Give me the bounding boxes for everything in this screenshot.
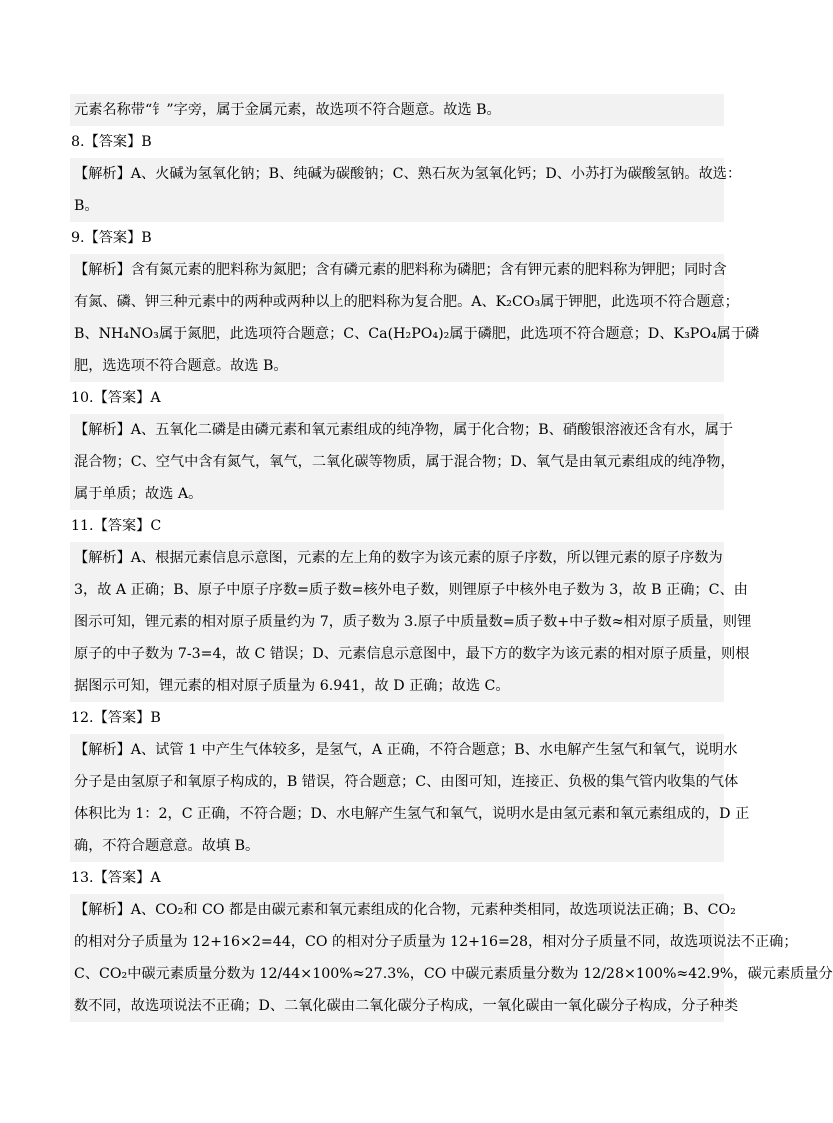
text-line: 【解析】A、试管 1 中产生气体较多，是氢气，A 正确，不符合题意；B、水电解产生氢气和氧气，说明水 xyxy=(74,742,738,758)
text-line: 确，不符合题意意。故填 B。 xyxy=(74,838,260,854)
text-line: 【解析】A、火碱为氢氧化钠；B、纯碱为碳酸钠；C、熟石灰为氢氧化钙；D、小苏打为碳酸氢钠。故选： xyxy=(74,166,742,182)
text-line: 【解析】A、CO₂和 CO 都是由碳元素和氧元素组成的化合物，元素种类相同，故选项说法正确；B、CO₂ xyxy=(74,902,736,918)
text-line: 有氮、磷、钾三种元素中的两种或两种以上的肥料称为复合肥。A、K₂CO₃属于钾肥，此选项不符合题意； xyxy=(74,294,739,310)
text-line: 混合物；C、空气中含有氮气，氧气，二氧化碳等物质，属于混合物；D、氧气是由氧元素组成的纯净物， xyxy=(74,454,735,470)
answer-heading: 12.【答案】B xyxy=(71,710,161,726)
answer-sheet xyxy=(70,94,833,1022)
answer-heading: 9.【答案】B xyxy=(71,230,152,246)
text-line: 3，故 A 正确；B、原子中原子序数=质子数=核外电子数，则锂原子中核外电子数为 3，故 B 正确；C、由 xyxy=(74,582,748,598)
explanation-block xyxy=(70,734,750,862)
text-line: C、CO₂中碳元素质量分数为 12/44×100%≈27.3%，CO 中碳元素质量分数为 12/28×100%≈42.9%，碳元素质量分 xyxy=(74,966,833,982)
text-line: B、NH₄NO₃属于氮肥，此选项符合题意；C、Ca(H₂PO₄)₂属于磷肥，此选项不符合题意；D、K₃PO₄属于磷 xyxy=(74,326,760,342)
text-line: 的相对分子质量为 12+16×2=44，CO 的相对分子质量为 12+16=28，相对分子质量不同，故选项说法不正确； xyxy=(74,934,798,950)
answer-heading: 8.【答案】B xyxy=(71,134,152,150)
text-line: 体积比为 1：2，C 正确，不符合题；D、水电解产生氢气和氧气，说明水是由氢元素和氧元素组成的，D 正 xyxy=(74,806,750,822)
explanation-block xyxy=(70,158,742,222)
text-line: 原子的中子数为 7-3=4，故 C 错误；D、元素信息示意图中，最下方的数字为该元素的相对原子质量，则根 xyxy=(74,646,750,662)
answer-heading: 13.【答案】A xyxy=(71,870,161,886)
text-line: 图示可知，锂元素的相对原子质量约为 7，质子数为 3.原子中质量数=质子数+中子数≈相对原子质量，则锂 xyxy=(74,614,752,630)
text-line: 属于单质；故选 A。 xyxy=(74,486,203,502)
explanation-block xyxy=(70,94,724,126)
answer-heading: 11.【答案】C xyxy=(71,518,162,534)
text-line: 肥，选选项不符合题意。故选 B。 xyxy=(74,358,288,374)
explanation-block xyxy=(70,414,735,510)
text-line: 数不同，故选项说法不正确；D、二氧化碳由二氧化碳分子构成，一氧化碳由一氧化碳分子构成，分子种类 xyxy=(74,998,739,1014)
text-line: 【解析】A、根据元素信息示意图，元素的左上角的数字为该元素的原子序数，所以锂元素的原子序数为 xyxy=(74,550,723,566)
text-line: 分子是由氢原子和氧原子构成的，B 错误，符合题意；C、由图可知，连接正、负极的集气管内收集的气体 xyxy=(74,774,739,790)
answer-heading: 10.【答案】A xyxy=(71,390,161,406)
explanation-block xyxy=(70,542,752,702)
text-line: 据图示可知，锂元素的相对原子质量为 6.941，故 D 正确；故选 C。 xyxy=(74,678,510,694)
text-line: 【解析】A、五氧化二磷是由磷元素和氧元素组成的纯净物，属于化合物；B、硝酸银溶液还含有水，属于 xyxy=(74,422,734,438)
explanation-block xyxy=(70,894,833,1022)
explanation-block xyxy=(70,254,760,382)
text-line: B。 xyxy=(74,198,99,214)
text-line: 元素名称带“钅”字旁，属于金属元素，故选项不符合题意。故选 B。 xyxy=(74,102,501,118)
text-line: 【解析】含有氮元素的肥料称为氮肥；含有磷元素的肥料称为磷肥；含有钾元素的肥料称为钾肥；同时含 xyxy=(74,262,727,278)
